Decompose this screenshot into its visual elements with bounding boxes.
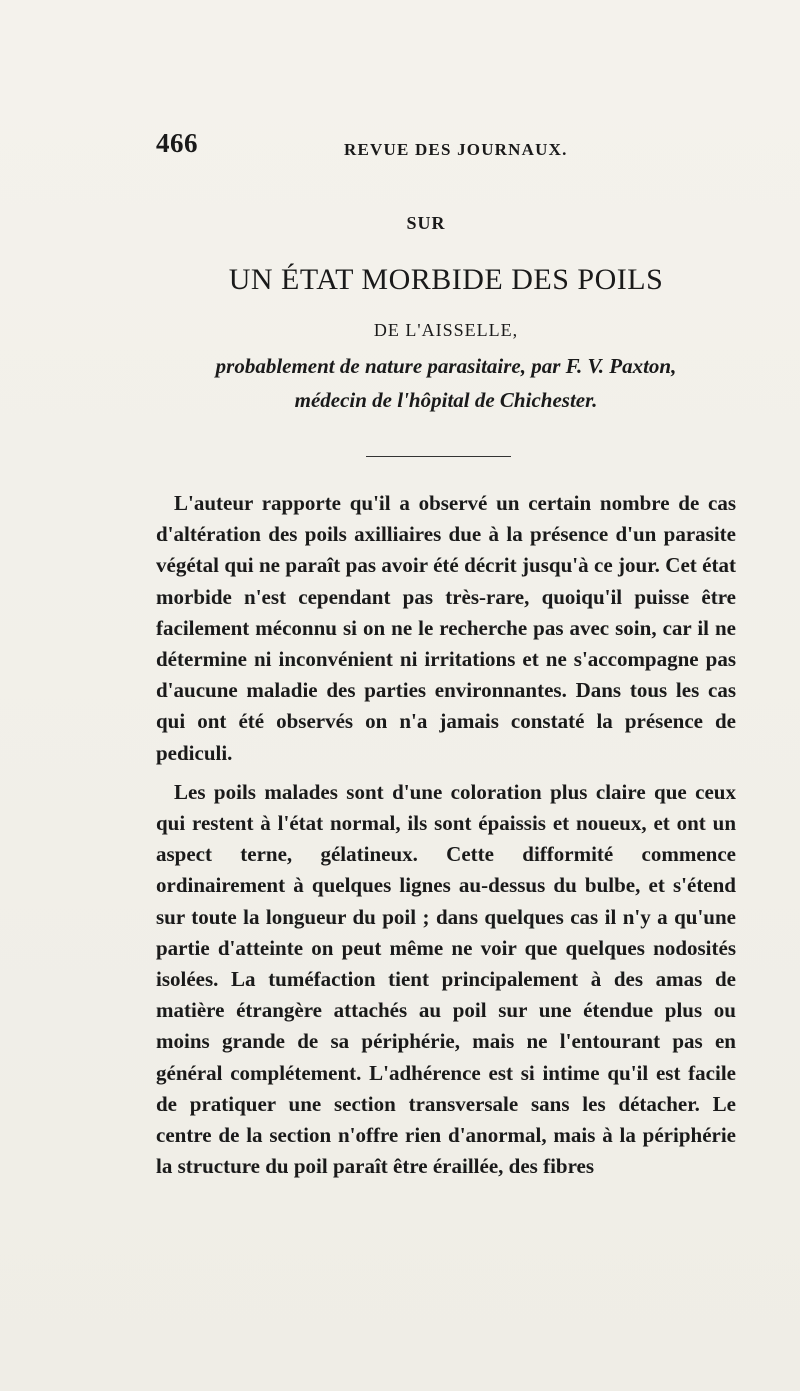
byline-line-1: probablement de nature parasitaire, par F. V. Paxton, xyxy=(215,354,677,378)
page-number: 466 xyxy=(156,128,198,158)
byline-line-2: médecin de l'hôpital de Chichester. xyxy=(294,388,598,412)
article-title: UN ÉTAT MORBIDE DES POILS xyxy=(228,263,664,296)
journal-title: REVUE DES JOURNAUX. xyxy=(344,140,568,159)
article-body xyxy=(156,488,736,1190)
article-subtitle: DE L'AISSELLE, xyxy=(373,320,519,340)
article-heading xyxy=(156,205,736,415)
separator-rule xyxy=(366,456,511,457)
body-paragraph-1: L'auteur rapporte qu'il a observé un certain nombre de cas d'altération des poils axilliaires due à la présence d'un parasite végétal qui ne paraît pas avoir été décrit jusqu'à ce jour. Cet état morbide n'est cependant pas très-rare, quoiqu'il puisse être facilement méconnu si on ne le recherche pas avec soin, car il ne détermine ni inconvénient ni irritations et ne s'accompagne pas d'aucune maladie des parties environnantes. Dans tous les cas qui ont été observés on n'a jamais constaté la présence de pediculi. xyxy=(156,491,736,765)
running-head xyxy=(156,128,736,168)
body-paragraph-2: Les poils malades sont d'une coloration plus claire que ceux qui restent à l'état normal, ils sont épaissis et noueux, et ont un aspect terne, gélatineux. Cette difformité commence ordinairement à quelques lignes au-dessus du bulbe, et s'étend sur toute la longueur du poil ; dans quelques cas il n'y a qu'une partie d'atteinte on peut même ne voir que quelques nodosités isolées. La tuméfaction tient principalement à des amas de matière étrangère attachés au poil sur une étendue plus ou moins grande de sa périphérie, mais ne l'entourant pas en général complétement. L'adhérence est si intime qu'il est facile de pratiquer une section transversale sans les détacher. Le centre de la section n'offre rien d'anormal, mais à la périphérie la structure du poil paraît être éraillée, des fibres xyxy=(156,779,736,1179)
title-kicker: SUR xyxy=(406,213,446,233)
